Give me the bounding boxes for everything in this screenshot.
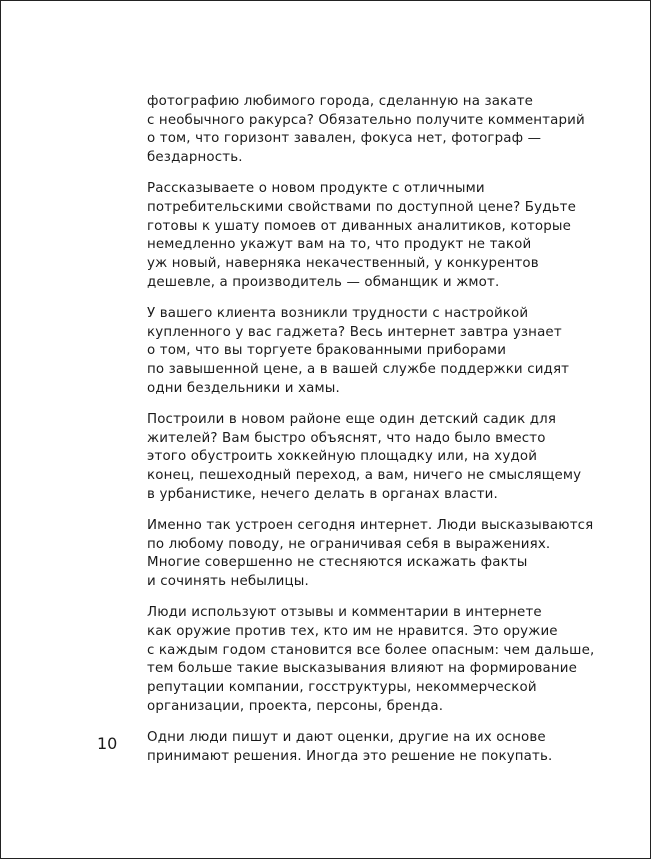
text-line: Люди используют отзывы и комментарии в интернете [147, 605, 542, 621]
text-line: в урбанистике, нечего делать в органах власти. [147, 486, 498, 502]
paragraph [147, 93, 585, 168]
text-line: Многие совершенно не стесняются искажать факты [147, 555, 528, 571]
text-line: Построили в новом районе еще один детский садик для [147, 412, 557, 428]
text-line: репутации компании, госструктуры, некоммерческой [147, 680, 537, 696]
paragraph [147, 604, 595, 716]
body-text [147, 93, 595, 779]
paragraph [147, 729, 567, 766]
text-line: по любому поводу, не ограничивая себя в выражениях. [147, 536, 551, 552]
text-line: этого обустроить хоккейную площадку или, на худой [147, 449, 538, 465]
text-line: купленного у вас гаджета? Весь интернет завтра узнает [147, 324, 562, 340]
text-line: организации, проекта, персоны, бренда. [147, 698, 444, 714]
text-line: о том, что горизонт завален, фокуса нет, фотограф — [147, 131, 542, 147]
text-line: потребительскими свойствами по доступной цене? Будьте [147, 200, 576, 216]
text-line: уж новый, наверняка некачественный, у конкурентов [147, 256, 539, 272]
text-line: Одни люди пишут и дают оценки, другие на их основе [147, 730, 546, 746]
paragraph [147, 180, 576, 292]
text-line: по завышенной цене, а в вашей службе поддержки сидят [147, 362, 570, 378]
text-line: конец, пешеходный переход, а вам, ничего не смыслящему [147, 468, 582, 484]
text-line: тем больше такие высказывания влияют на формирование [147, 661, 578, 677]
text-line: фотографию любимого города, сделанную на закате [147, 94, 534, 109]
page-number: 10 [97, 734, 118, 753]
paragraph [147, 411, 582, 505]
text-line: одни бездельники и хамы. [147, 380, 340, 396]
text-line: дешевле, а производитель — обманщик и жмот. [147, 274, 500, 290]
text-line: с необычного ракурса? Обязательно получите комментарий [147, 112, 585, 128]
text-line: принимают решения. Иногда это решение не покупать. [147, 748, 553, 764]
text-line: Рассказываете о новом продукте с отличными [147, 181, 485, 197]
text-line: У вашего клиента возникли трудности с настройкой [147, 306, 529, 322]
text-line: Именно так устроен сегодня интернет. Люди высказываются [147, 518, 594, 534]
paragraph [147, 305, 570, 399]
text-line: как оружие против тех, кто им не нравится. Это оружие [147, 624, 558, 640]
paragraph [147, 517, 594, 592]
text-line: и сочинять небылицы. [147, 574, 309, 590]
text-line: с каждым годом становится все более опасным: чем дальше, [147, 642, 595, 658]
text-line: готовы к ушату помоев от диванных аналитиков, которые [147, 218, 572, 234]
text-line: бездарность. [147, 150, 243, 166]
text-line: немедленно укажут вам на то, что продукт не такой [147, 237, 532, 253]
text-line: жителей? Вам быстро объяснят, что надо было вместо [147, 430, 546, 446]
text-line: о том, что вы торгуете бракованными приборами [147, 343, 507, 359]
